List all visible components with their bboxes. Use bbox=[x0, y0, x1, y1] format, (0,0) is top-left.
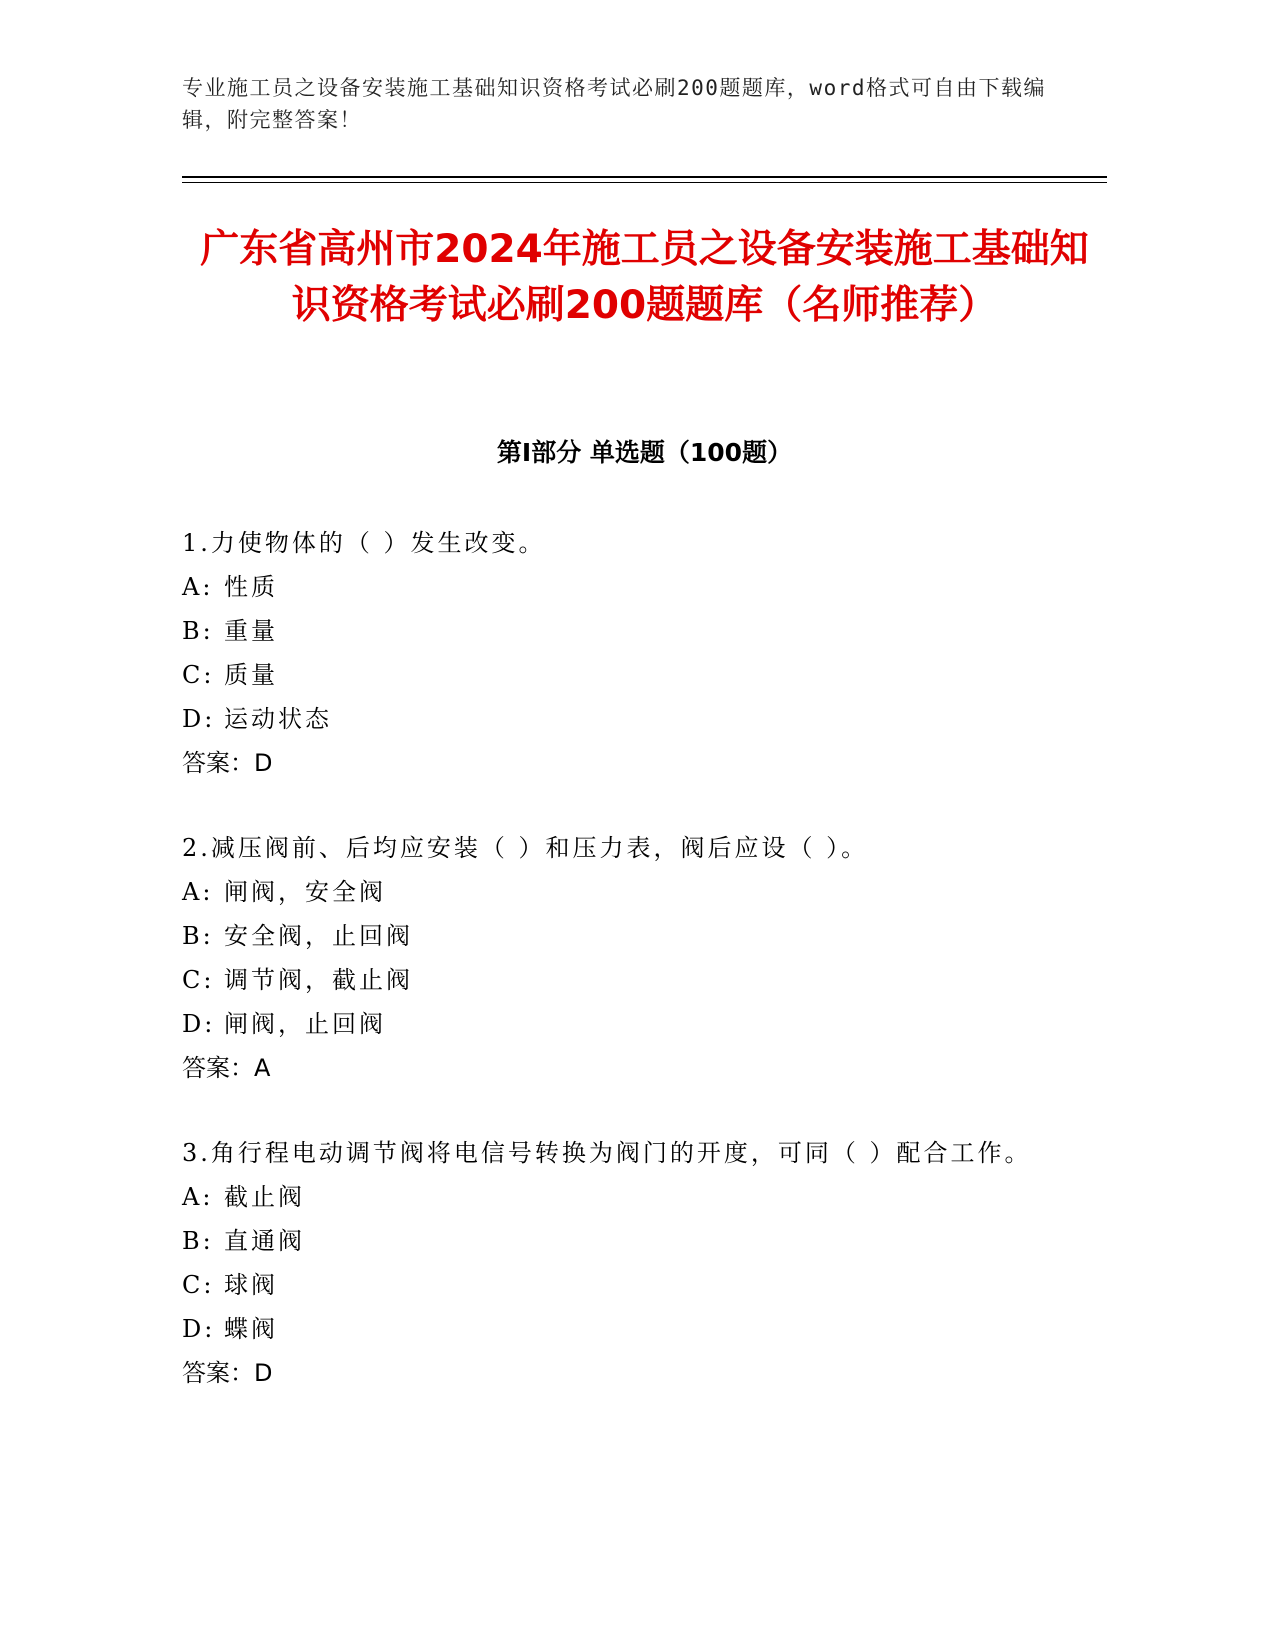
document-title: 广东省高州市2024年施工员之设备安装施工基础知识资格考试必刷200题题库（名师推荐） bbox=[200, 227, 1089, 328]
option-text: 重量 bbox=[224, 617, 278, 645]
option-text: 质量 bbox=[224, 661, 278, 689]
option-text: 直通阀 bbox=[224, 1227, 305, 1255]
option-a bbox=[182, 1175, 1062, 1219]
option-a bbox=[182, 870, 1062, 914]
option-b bbox=[182, 914, 1062, 958]
option-text: 球阀 bbox=[224, 1271, 278, 1299]
option-text: 安全阀，止回阀 bbox=[224, 922, 413, 950]
option-key: C: bbox=[182, 966, 215, 994]
option-b bbox=[182, 1219, 1062, 1263]
question-stem: 2.减压阀前、后均应安装（ ）和压力表，阀后应设（ ）。 bbox=[182, 834, 869, 862]
option-c bbox=[182, 1263, 1062, 1307]
option-key: C: bbox=[182, 661, 215, 689]
question-1 bbox=[182, 521, 1062, 785]
option-d bbox=[182, 697, 1062, 741]
option-key: A: bbox=[182, 1183, 214, 1211]
answer-label: 答案：A bbox=[182, 1054, 271, 1082]
header-divider-thin bbox=[182, 182, 1107, 183]
option-a bbox=[182, 565, 1062, 609]
page-header: 专业施工员之设备安装施工基础知识资格考试必刷200题题库，word格式可自由下载编辑，附完整答案！ bbox=[182, 76, 1046, 132]
option-key: C: bbox=[182, 1271, 215, 1299]
question-3 bbox=[182, 1131, 1062, 1395]
option-text: 调节阀，截止阀 bbox=[224, 966, 413, 994]
option-text: 性质 bbox=[224, 573, 278, 601]
option-text: 蝶阀 bbox=[224, 1315, 278, 1343]
answer-label: 答案：D bbox=[182, 749, 273, 777]
option-text: 闸阀，安全阀 bbox=[224, 878, 386, 906]
question-stem: 3.角行程电动调节阀将电信号转换为阀门的开度，可同（ ）配合工作。 bbox=[182, 1139, 1032, 1167]
option-key: B: bbox=[182, 922, 214, 950]
option-text: 截止阀 bbox=[224, 1183, 305, 1211]
option-key: D: bbox=[182, 1010, 216, 1038]
option-d bbox=[182, 1307, 1062, 1351]
option-key: D: bbox=[182, 1315, 216, 1343]
option-key: A: bbox=[182, 878, 214, 906]
option-key: B: bbox=[182, 1227, 214, 1255]
option-c bbox=[182, 958, 1062, 1002]
header-divider-thick bbox=[182, 176, 1107, 178]
question-stem: 1.力使物体的（ ）发生改变。 bbox=[182, 529, 546, 557]
question-list bbox=[182, 521, 1062, 1436]
option-key: D: bbox=[182, 705, 216, 733]
answer-label: 答案：D bbox=[182, 1359, 273, 1387]
option-key: B: bbox=[182, 617, 214, 645]
option-text: 运动状态 bbox=[224, 705, 332, 733]
option-d bbox=[182, 1002, 1062, 1046]
option-c bbox=[182, 653, 1062, 697]
question-2 bbox=[182, 826, 1062, 1090]
option-key: A: bbox=[182, 573, 214, 601]
option-text: 闸阀，止回阀 bbox=[224, 1010, 386, 1038]
section-title: 第I部分 单选题（100题） bbox=[496, 438, 793, 467]
option-b bbox=[182, 609, 1062, 653]
